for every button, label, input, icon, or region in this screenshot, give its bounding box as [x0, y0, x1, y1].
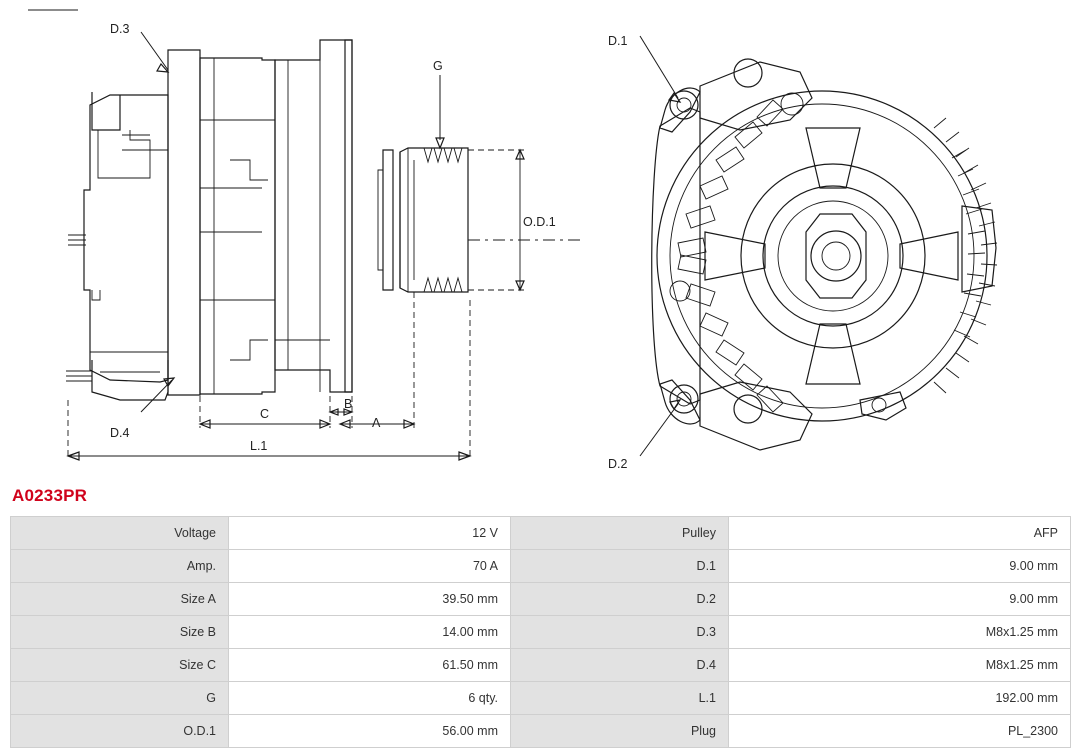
d2-arrow: [670, 400, 680, 409]
pulley-groove-6: [434, 278, 442, 292]
connector-block: [92, 360, 168, 400]
label-b: B: [344, 397, 353, 411]
pulley-groove-1: [424, 148, 432, 162]
table-row: [11, 715, 1071, 748]
label-c: C: [260, 407, 270, 421]
spec-label-right: D.4: [511, 649, 729, 682]
label-d2: D.2: [608, 457, 628, 471]
spec-value-left: 14.00 mm: [229, 616, 511, 649]
rear-bracket: [168, 50, 200, 395]
spec-label-left: Size B: [11, 616, 229, 649]
spec-value-right: 9.00 mm: [729, 583, 1071, 616]
boss-bottom-hole: [734, 395, 762, 423]
lower-right-tab: [860, 392, 906, 420]
right-tab: [962, 206, 996, 292]
rear-stud-lower: [66, 371, 92, 381]
label-a: A: [372, 416, 381, 430]
spec-label-left: Voltage: [11, 517, 229, 550]
spec-value-right: 9.00 mm: [729, 550, 1071, 583]
label-g: G: [433, 59, 443, 73]
fan-outer: [741, 164, 925, 348]
spec-label-right: Plug: [511, 715, 729, 748]
front-face: [345, 40, 352, 392]
spec-value-left: 39.50 mm: [229, 583, 511, 616]
pulley-inner: [414, 160, 468, 280]
spec-value-left: 70 A: [229, 550, 511, 583]
pulley-groove-3: [444, 148, 452, 162]
spec-label-right: Pulley: [511, 517, 729, 550]
table-row: [11, 649, 1071, 682]
fan-inner: [778, 201, 888, 311]
rear-stud-upper: [68, 235, 86, 245]
rear-detail-3: [92, 290, 100, 300]
stator-detail-b: [230, 340, 268, 360]
spec-value-right: AFP: [729, 517, 1071, 550]
spec-label-left: O.D.1: [11, 715, 229, 748]
pulley-groove-7: [444, 278, 452, 292]
table-row: [11, 550, 1071, 583]
rear-housing-outline: [84, 95, 168, 382]
table-row: [11, 517, 1071, 550]
table-row: [11, 616, 1071, 649]
spec-value-left: 56.00 mm: [229, 715, 511, 748]
fan-spoke-left: [705, 232, 765, 280]
d3-leader: [141, 32, 168, 70]
lower-right-hole: [872, 398, 886, 412]
spec-value-left: 12 V: [229, 517, 511, 550]
spec-label-left: Size A: [11, 583, 229, 616]
pulley-groove-5: [424, 278, 432, 292]
regulator-block: [98, 130, 150, 178]
pulley-outline: [400, 148, 468, 292]
fan-mid: [763, 186, 903, 326]
spec-label-right: D.1: [511, 550, 729, 583]
shaft-washer: [378, 170, 383, 270]
d1-leader: [640, 36, 678, 98]
spec-value-right: M8x1.25 mm: [729, 649, 1071, 682]
cooling-vanes: [952, 150, 985, 337]
label-d3: D.3: [110, 22, 130, 36]
spec-value-left: 6 qty.: [229, 682, 511, 715]
table-row: [11, 583, 1071, 616]
specifications-table: [10, 516, 1071, 748]
shaft-nut: [806, 214, 866, 298]
part-number: A0233PR: [12, 486, 88, 505]
label-d1: D.1: [608, 34, 628, 48]
spec-label-right: D.2: [511, 583, 729, 616]
front-bracket: [275, 40, 352, 392]
stator-step: [262, 120, 275, 300]
pulley-groove-2: [434, 148, 442, 162]
boss-top-hole: [734, 59, 762, 87]
spec-label-left: Amp.: [11, 550, 229, 583]
upper-mount-boss: [700, 62, 812, 130]
fan-spoke-top: [806, 128, 860, 188]
fan-spoke-right: [900, 232, 958, 280]
pulley-groove-4: [454, 148, 462, 162]
rear-cap-detail: [92, 92, 120, 130]
side-view: [66, 22, 585, 460]
spec-value-right: 192.00 mm: [729, 682, 1071, 715]
d2-leader: [640, 404, 678, 456]
label-d4: D.4: [110, 426, 130, 440]
od1-ext-lines: [468, 150, 525, 290]
label-od1: O.D.1: [523, 215, 556, 229]
left-flange: [652, 108, 700, 404]
spec-value-left: 61.50 mm: [229, 649, 511, 682]
label-l1: L.1: [250, 439, 268, 453]
spec-label-left: Size C: [11, 649, 229, 682]
front-view: [608, 34, 997, 471]
spec-label-right: L.1: [511, 682, 729, 715]
stator-detail-a: [230, 160, 268, 180]
spec-value-right: M8x1.25 mm: [729, 616, 1071, 649]
spec-value-right: PL_2300: [729, 715, 1071, 748]
lower-mount-boss: [700, 382, 812, 450]
pulley-groove-8: [454, 278, 462, 292]
shaft-end: [822, 242, 850, 270]
table-row: [11, 682, 1071, 715]
d4-arrow: [164, 378, 174, 386]
shaft-nut-circle: [811, 231, 861, 281]
stator-lines: [200, 120, 262, 300]
shaft-spacer: [383, 150, 393, 290]
stator-body: [200, 58, 275, 394]
spec-label-right: D.3: [511, 616, 729, 649]
spec-label-left: G: [11, 682, 229, 715]
fan-spoke-bottom: [806, 324, 860, 384]
stator-detail-c: [200, 188, 262, 232]
boss-top-small: [781, 93, 803, 115]
